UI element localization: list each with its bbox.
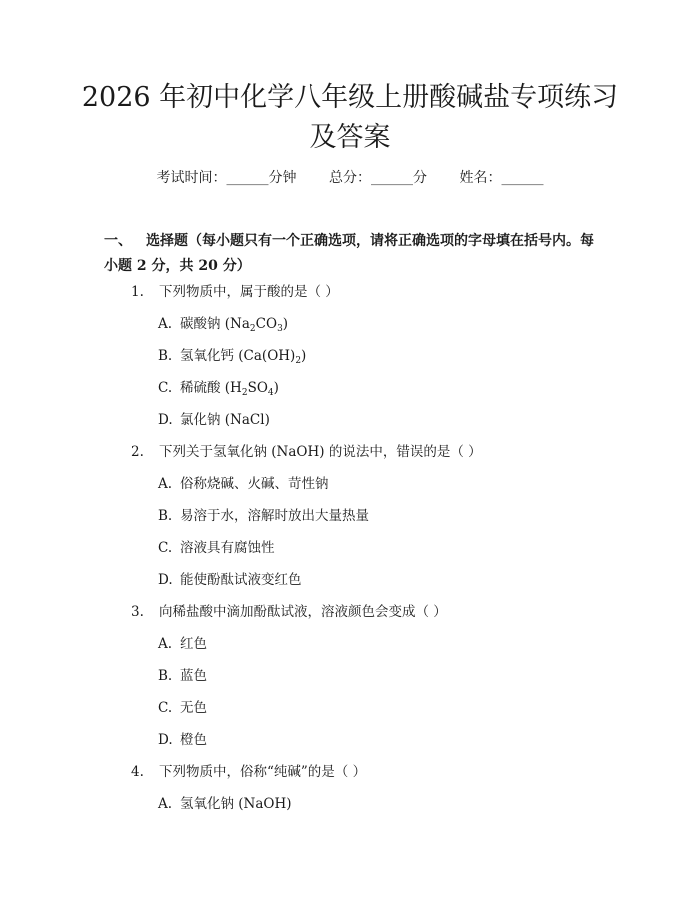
option-3c: C. 无色 xyxy=(158,700,207,716)
question-number: 1. xyxy=(131,284,144,300)
section-number: 一、 xyxy=(104,233,132,249)
option-letter: C. xyxy=(158,380,173,396)
option-3d: D. 橙色 xyxy=(158,732,207,748)
option-2c: C. 溶液具有腐蚀性 xyxy=(158,540,275,556)
student-name: 姓名：______ xyxy=(459,170,544,186)
question-number: 3. xyxy=(131,604,144,620)
option-letter: A. xyxy=(158,796,173,812)
option-4a: A. 氢氧化钠 (NaOH) xyxy=(158,796,292,812)
question-text: 下列物质中，属于酸的是（ ） xyxy=(159,284,339,300)
option-letter: B. xyxy=(158,348,173,364)
option-1d: D. 氯化钠 (NaCl) xyxy=(158,412,270,428)
title-line-1: 2026 年初中化学八年级上册酸碱盐专项练习 xyxy=(81,82,619,113)
option-letter: B. xyxy=(158,508,173,524)
question-number: 2. xyxy=(131,444,144,460)
option-2a: A. 俗称烧碱、火碱、苛性钠 xyxy=(158,476,329,492)
option-letter: B. xyxy=(158,668,173,684)
option-1b: B. 氢氧化钙 $(Ca(OH)_2)$ xyxy=(158,348,307,366)
question-text: 下列物质中，俗称“纯碱”的是（ ） xyxy=(159,764,367,780)
option-letter: A. xyxy=(158,636,173,652)
question-3 xyxy=(131,602,447,622)
question-1 xyxy=(131,282,339,302)
question-number: 4. xyxy=(131,764,144,780)
page-title xyxy=(60,78,640,158)
option-1a: A. 碳酸钠 $(Na_2CO_3)$ xyxy=(158,316,289,334)
section-text: 选择题（每小题只有一个正确选项，请将正确选项的字母填在括号内。每小题 2 分，共 20 分） xyxy=(104,233,594,274)
question-text: 向稀盐酸中滴加酚酞试液，溶液颜色会变成（ ） xyxy=(159,604,447,620)
title-line-2: 及答案 xyxy=(309,122,391,153)
option-letter: D. xyxy=(158,412,173,428)
option-letter: C. xyxy=(158,540,173,556)
option-letter: D. xyxy=(158,572,173,588)
option-2d: D. 能使酚酞试液变红色 xyxy=(158,572,302,588)
option-3a: A. 红色 xyxy=(158,636,207,652)
option-letter: D. xyxy=(158,732,173,748)
question-2 xyxy=(131,442,482,462)
question-4 xyxy=(131,762,366,782)
option-letter: A. xyxy=(158,316,173,332)
option-letter: C. xyxy=(158,700,173,716)
option-2b: B. 易溶于水，溶解时放出大量热量 xyxy=(158,508,369,524)
option-letter: A. xyxy=(158,476,173,492)
total-score: 总分：______分 xyxy=(329,170,427,186)
section-heading xyxy=(104,229,604,279)
exam-meta xyxy=(0,168,700,188)
option-1c: C. 稀硫酸 $(H_2SO_4)$ xyxy=(158,380,279,398)
question-text: 下列关于氢氧化钠 (NaOH) 的说法中，错误的是（ ） xyxy=(159,444,482,460)
option-3b: B. 蓝色 xyxy=(158,668,207,684)
exam-time: 考试时间：______分钟 xyxy=(156,170,297,186)
